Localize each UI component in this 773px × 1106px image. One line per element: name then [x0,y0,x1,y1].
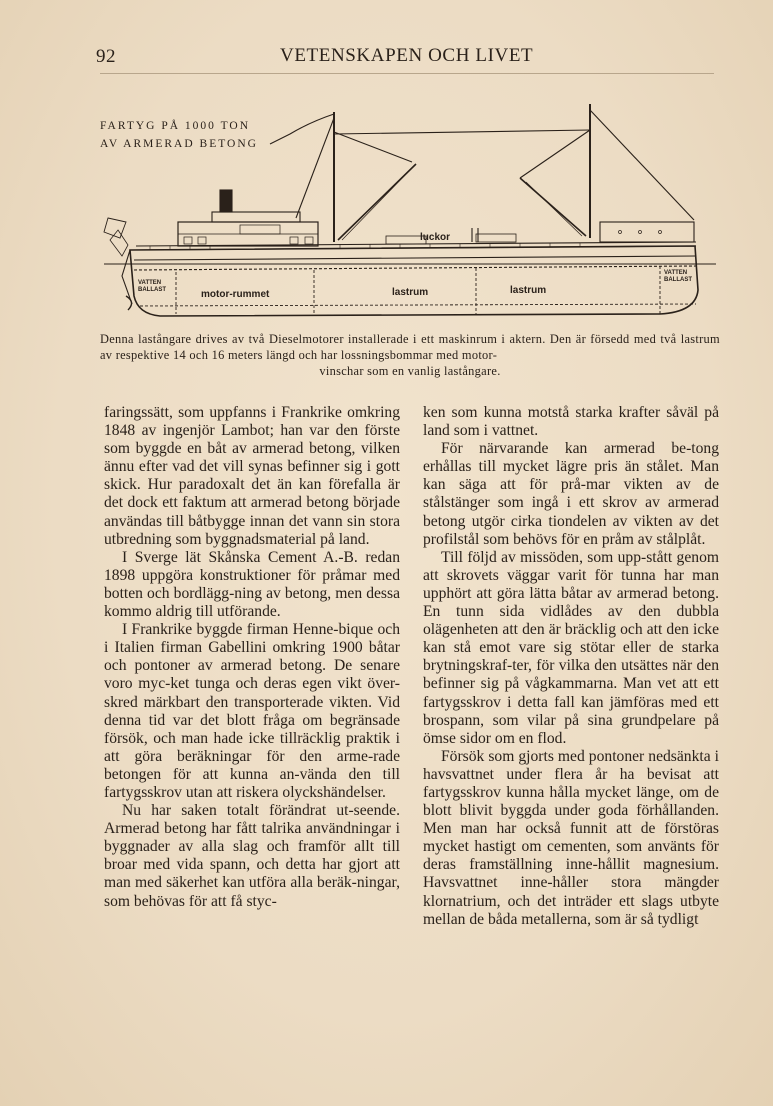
paragraph: Nu har saken totalt förändrat ut-seende. Armerad betong har fått talrika användningar i byggnader av alla slag och framför allt till broar med vida spann, och detta har gjort att man med säkerhet kan utföra alla beräk-ningar, som behövas för att få styc- [104,802,400,910]
figure-title [100,117,290,153]
label-vatten-ballast-fore: VATTEN BALLAST [664,270,692,283]
figure-caption-last-line: vinschar som en vanlig lastångare. [319,364,501,378]
paragraph: faringssätt, som uppfanns i Frankrike omkring 1848 av ingenjör Lambot; han var den förste som byggde en båt av armerad betong, vilken ännu efter vad det vill synas befinner sig i gott skick. Hur paradoxalt det än kan förefalla är det dock ett faktum att armerad betong började användas till båtbygge innan det vann sin stora utbredning som byggnadsmaterial på land. [104,404,400,548]
paragraph: ken som kunna motstå starka krafter såväl på land som i vattnet. [423,404,719,440]
paragraph: För närvarande kan armerad be-tong erhållas till mycket lägre pris än stålet. Man kan säga att för prå-mar vikten av de stålstänger som ingå i ett skrov av armerad betong utgör cirka tiondelen av vikten av det profilstål som behövs för en pråm av stålplåt. [423,440,719,548]
paragraph: I Frankrike byggde firman Henne-bique och i Italien firman Gabellini omkring 1900 båtar och pontoner av armerad betong. De senare voro myc-ket tunga och deras egen vikt över-skred märkbart den transporterade vikten. Vid denna tid var det blott fråga om begränsade försök, och man hade icke tillräcklig praktik i att göra beräkningar för den arme-rade betongen för att kunna an-vända den till fartygsskrov utan att riskera olyckshändelser. [104,621,400,801]
label-luckor: luckor [420,232,451,243]
figure-title-line1: FARTYG PÅ 1000 TON [100,120,251,132]
text-column-left [104,404,400,911]
figure-title-line2: AV ARMERAD BETONG [100,138,258,150]
running-head: VETENSKAPEN OCH LIVET [280,45,534,66]
label-lastrum-aft: lastrum [392,287,429,298]
figure-caption [100,331,720,379]
header-rule [100,73,714,74]
text-column-right [423,404,719,929]
paragraph: I Sverge lät Skånska Cement A.-B. redan 1898 uppgöra konstruktioner för pråmar med botten och bordlägg-ning av betong, men dessa kommo aldrig till utförande. [104,548,400,621]
label-lastrum-fore: lastrum [510,285,547,296]
paragraph: Till följd av missöden, som upp-stått genom att skrovets väggar varit för tunna har man upphört att göra lätta båtar av armerad betong. En tunn sida vidlådes av den dubbla olägenheten att den är bräcklig och att den icke kan stå emot vare sig stötar eller de starka brytningskraf-ter, för vilka den utsättes när den befinner sig på vågkammarna. Man vet att ett fartygsskrov i detta fall kan jämföras med ett brospann, som vilar på sina grundpelare på ömse sidor om en flod. [423,548,719,747]
label-vatten-ballast-aft: VATTEN BALLAST [138,280,166,293]
page-number: 92 [96,46,116,67]
label-motor-rummet: motor-rummet [201,289,270,300]
figure-caption-text: Denna lastångare drives av två Dieselmotorer installerade i ett maskinrum i aktern. Den är försedd med två lastrum av respektive 14 och 16 meters längd och har lossningsbommar med motor- [100,332,720,362]
paragraph: Försök som gjorts med pontoner nedsänkta i havsvattnet under flera år ha bevisat att fartygsskrov kunna hålla mycket länge, om de blott blivit byggda under goda förhållanden. Men man har också funnit att de förstöras mycket hastigt om cementen, som använts för deras framställning inne-hållit magnesium. Havsvattnet inne-håller stora mängder klornatrium, och det inträder ett slags utbyte mellan de båda metallerna, som är så tydligt [423,747,719,928]
